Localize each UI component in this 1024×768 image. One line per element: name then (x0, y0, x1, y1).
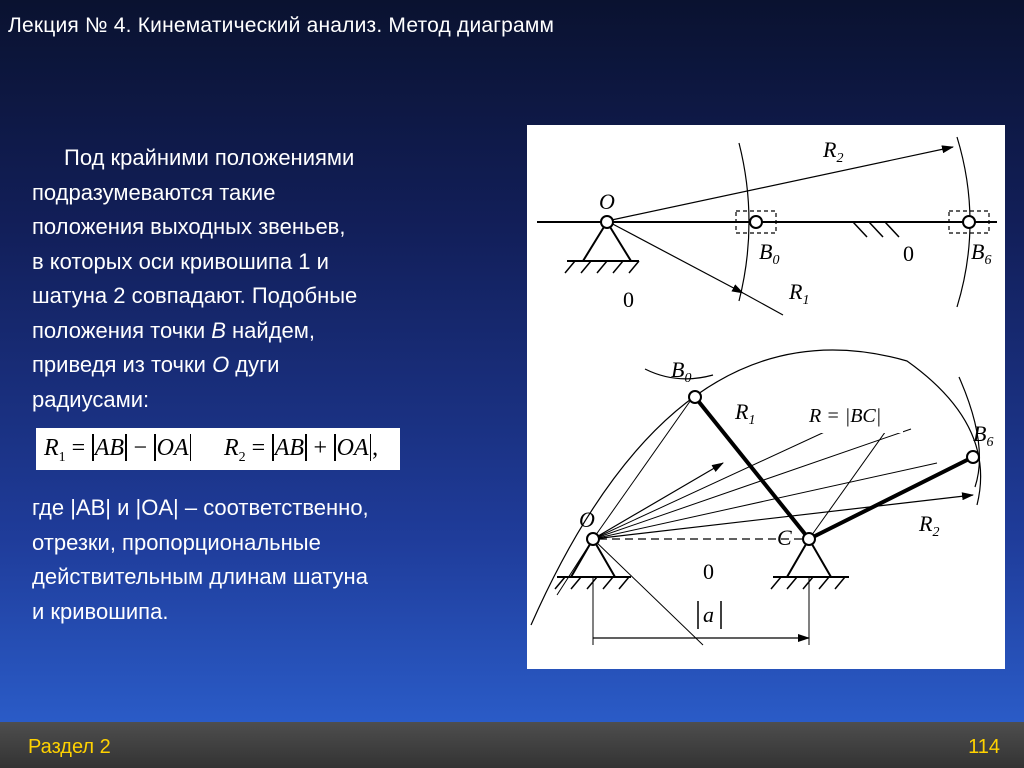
joint-o-bottom (587, 533, 599, 545)
r1-ext (743, 293, 783, 315)
label-o-top: O (599, 189, 615, 214)
r2-line (607, 147, 953, 221)
footnote-line: и кривошипа. (32, 598, 169, 624)
label-r2-bottom: $R_2$ (919, 511, 940, 540)
label-zero-bottom: 0 (703, 559, 714, 584)
footer-bar (0, 722, 1024, 768)
footnote-line: отрезки, пропорциональные (32, 529, 321, 555)
label-r1-bottom: $R_1$ (735, 399, 756, 428)
body-line: шатуна 2 совпадают. Подобные (32, 283, 358, 308)
body-line: положения выходных звеньев, (32, 214, 346, 239)
label-ground-top-2: 0 (903, 241, 914, 266)
footnote-line: где |AB| и |OA| – соответственно, (32, 495, 369, 520)
body-line: радиусами: (32, 386, 150, 412)
body-line: подразумеваются такие (32, 179, 276, 205)
joint-b0-bottom (689, 391, 701, 403)
label-b6-top: $B_6$ (971, 239, 992, 268)
footnote-line: действительным длинам шатуна (32, 564, 368, 589)
diagram-svg (527, 125, 1005, 669)
label-b6-bottom: $B_6$ (973, 421, 994, 450)
joint-b6-bottom (967, 451, 979, 463)
label-ground-top-1: 0 (623, 287, 634, 312)
body-line: приведя из точки O дуги (32, 352, 280, 377)
joint-c-bottom (803, 533, 815, 545)
label-dim-a: a (703, 602, 714, 627)
top-diagram (537, 137, 997, 315)
formula-r2: $R_2$ = AB + OA , (224, 435, 379, 465)
formula-r1: $R_1$ = AB − OA (44, 434, 192, 466)
label-r2-top: $R_2$ (823, 137, 844, 166)
bottom-diagram (531, 350, 993, 645)
body-line: в которых оси кривошипа 1 и (32, 248, 329, 274)
body-line: положения точки B найдем, (32, 317, 316, 343)
label-c-bottom: C (777, 525, 792, 550)
footnote-text (32, 491, 492, 629)
footer-section: Раздел 2 (28, 736, 111, 758)
joint-b0-top (750, 216, 762, 228)
label-r1-top: $R_1$ (789, 279, 810, 308)
formula-box (36, 428, 400, 470)
label-b0-top: $B_0$ (759, 239, 780, 268)
body-text (32, 141, 482, 417)
page-number: 114 (968, 736, 1000, 758)
joint-o-top (601, 216, 613, 228)
mechanism-diagram (527, 125, 1005, 669)
slide-title: Лекция № 4. Кинематический анализ. Метод диаграмм (8, 14, 555, 37)
label-b0-bottom: $B_0$ (671, 357, 692, 386)
body-line: Под крайними положениями (64, 145, 355, 170)
label-o-bottom: O (579, 507, 595, 532)
joint-b6-top (963, 216, 975, 228)
label-bc-formula: R = |BC| (809, 405, 882, 427)
